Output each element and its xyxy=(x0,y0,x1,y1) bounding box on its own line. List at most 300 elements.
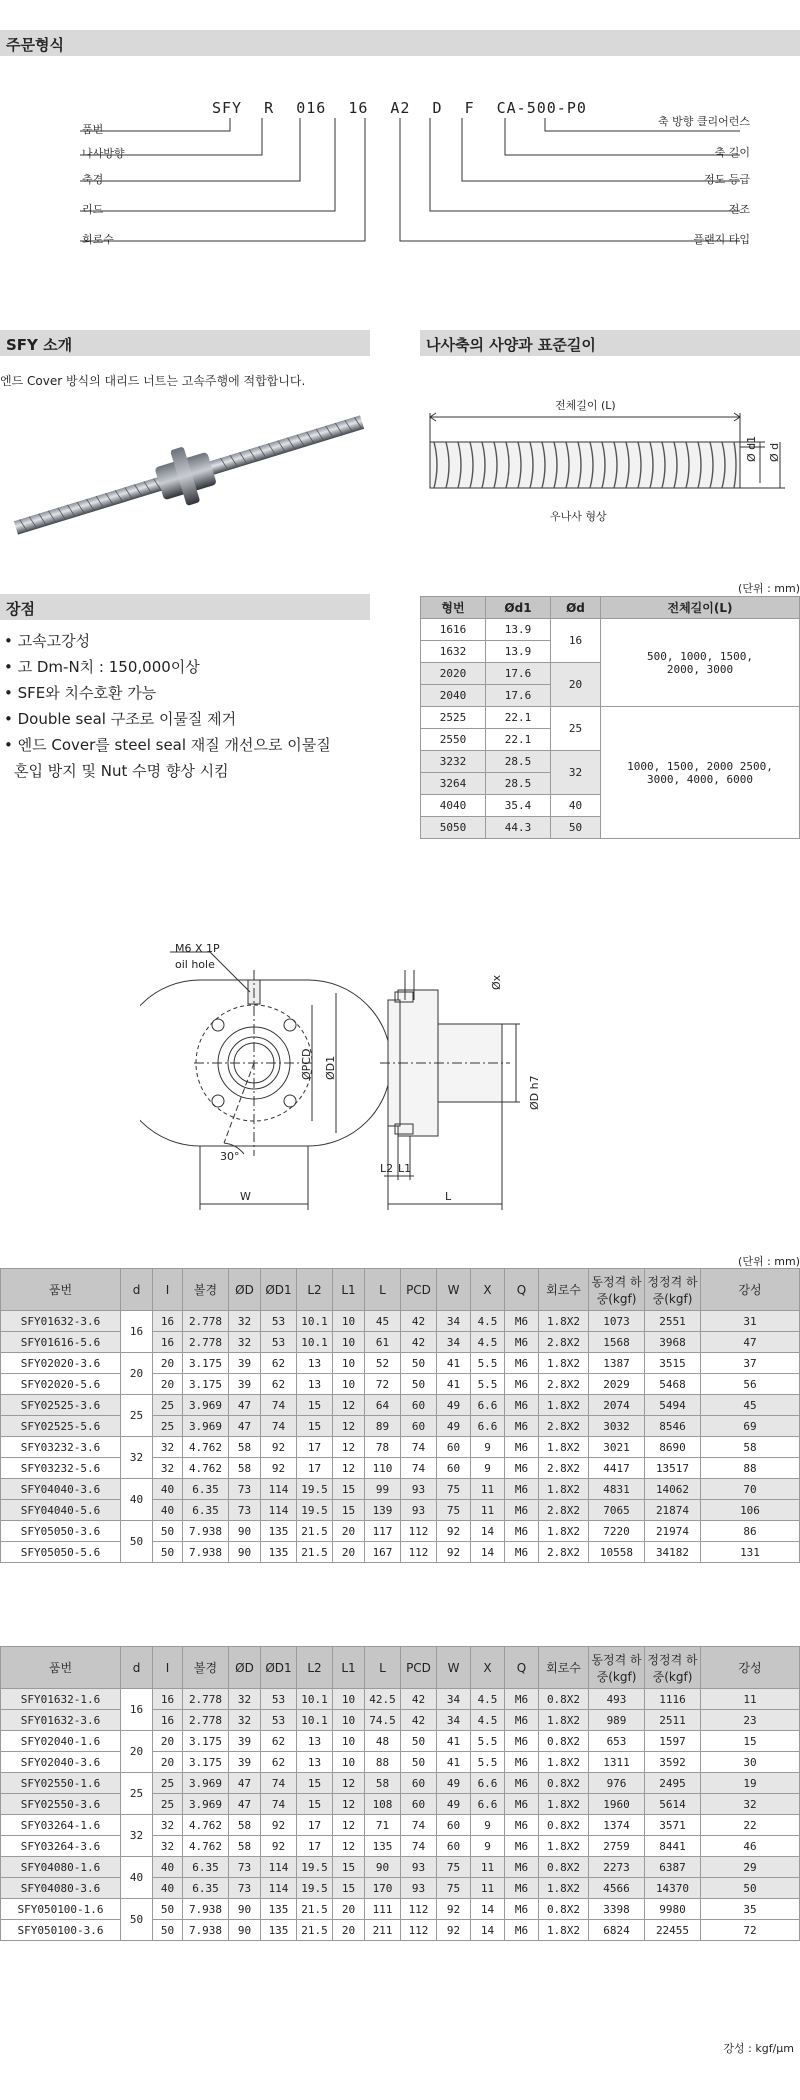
table-cell: 3021 xyxy=(589,1437,645,1458)
table-row xyxy=(1,1773,800,1794)
table-cell: 1.8X2 xyxy=(539,1752,589,1773)
table-cell: 1597 xyxy=(645,1731,701,1752)
table-cell: 73 xyxy=(229,1878,261,1899)
cell-part-no: SFY02040-3.6 xyxy=(1,1752,121,1773)
table-cell: 111 xyxy=(365,1899,401,1920)
table-cell: 135 xyxy=(261,1542,297,1563)
table-cell: 64 xyxy=(365,1395,401,1416)
table-cell: 7220 xyxy=(589,1521,645,1542)
table-row xyxy=(1,1731,800,1752)
table-cell: M6 xyxy=(505,1857,539,1878)
cell-lead: 50 xyxy=(153,1899,183,1920)
col-ball: 볼경 xyxy=(183,1269,229,1311)
table-cell: 10.1 xyxy=(297,1710,333,1731)
table-cell: 11 xyxy=(701,1689,800,1710)
table-cell: 6387 xyxy=(645,1857,701,1878)
table-cell: M6 xyxy=(505,1542,539,1563)
screw-row-model: 2550 xyxy=(421,729,486,751)
table-cell: 3968 xyxy=(645,1332,701,1353)
table-cell: 50 xyxy=(401,1731,437,1752)
table-cell: 493 xyxy=(589,1689,645,1710)
table-cell: 60 xyxy=(437,1437,471,1458)
table-cell: 92 xyxy=(437,1521,471,1542)
table-cell: 90 xyxy=(229,1521,261,1542)
table1-body xyxy=(1,1311,800,1563)
table-cell: 14 xyxy=(471,1920,505,1941)
table-row xyxy=(1,1395,800,1416)
table-cell: 135 xyxy=(261,1521,297,1542)
cell-lead: 25 xyxy=(153,1794,183,1815)
table-cell: 3.969 xyxy=(183,1395,229,1416)
table-cell: 135 xyxy=(365,1836,401,1857)
table-cell: 20 xyxy=(333,1920,365,1941)
table-cell: 72 xyxy=(365,1374,401,1395)
cell-d: 40 xyxy=(121,1857,153,1899)
table-cell: 93 xyxy=(401,1878,437,1899)
cell-lead: 40 xyxy=(153,1479,183,1500)
table-cell: 5.5 xyxy=(471,1353,505,1374)
code-flange: D xyxy=(432,99,443,117)
table-cell: 1.8X2 xyxy=(539,1353,589,1374)
table-cell: 10 xyxy=(333,1374,365,1395)
table-cell: 7.938 xyxy=(183,1542,229,1563)
table-cell: 9 xyxy=(471,1836,505,1857)
features-title xyxy=(0,594,370,620)
screw-spec-title xyxy=(420,330,800,356)
table-cell: 1.8X2 xyxy=(539,1878,589,1899)
table-cell: 2551 xyxy=(645,1311,701,1332)
cell-lead: 32 xyxy=(153,1836,183,1857)
table-cell: 10.1 xyxy=(297,1311,333,1332)
cell-part-no: SFY03232-3.6 xyxy=(1,1437,121,1458)
screw-shaft-drawing xyxy=(420,405,800,515)
table-cell: 117 xyxy=(365,1521,401,1542)
code-direction: R xyxy=(264,99,275,117)
screw-row-d1: 17.6 xyxy=(486,685,551,707)
table-cell: 34 xyxy=(437,1689,471,1710)
screw-spec-title-text: 나사축의 사양과 표준길이 xyxy=(426,336,596,354)
table-cell: 10 xyxy=(333,1752,365,1773)
cell-lead: 40 xyxy=(153,1878,183,1899)
cell-d: 16 xyxy=(121,1311,153,1353)
table-cell: 48 xyxy=(365,1731,401,1752)
nut-spec-table-2 xyxy=(0,1646,800,1941)
table-cell: 10 xyxy=(333,1689,365,1710)
table-cell: 1.8X2 xyxy=(539,1920,589,1941)
table-cell: 89 xyxy=(365,1416,401,1437)
feature-item: • Double seal 구조로 이물질 제거 xyxy=(4,710,237,728)
screw-row-d1: 44.3 xyxy=(486,817,551,839)
table-cell: 19.5 xyxy=(297,1878,333,1899)
table-cell: 22 xyxy=(701,1815,800,1836)
table-cell: 3.969 xyxy=(183,1794,229,1815)
table-cell: M6 xyxy=(505,1311,539,1332)
cell-lead: 50 xyxy=(153,1542,183,1563)
cell-lead: 20 xyxy=(153,1374,183,1395)
table-cell: 4417 xyxy=(589,1458,645,1479)
table-cell: M6 xyxy=(505,1437,539,1458)
table-cell: 90 xyxy=(229,1899,261,1920)
table-cell: 73 xyxy=(229,1857,261,1878)
order-title-text: 주문형식 xyxy=(6,36,64,54)
table-cell: 3398 xyxy=(589,1899,645,1920)
table-cell: 20 xyxy=(333,1542,365,1563)
table-cell: M6 xyxy=(505,1416,539,1437)
cell-d: 20 xyxy=(121,1731,153,1773)
table-cell: 9 xyxy=(471,1458,505,1479)
screw-row-d: 20 xyxy=(551,663,601,707)
table-cell: 19.5 xyxy=(297,1857,333,1878)
cell-d: 16 xyxy=(121,1689,153,1731)
table-cell: 0.8X2 xyxy=(539,1899,589,1920)
table-cell: 17 xyxy=(297,1458,333,1479)
screw-row-model: 2020 xyxy=(421,663,486,685)
cell-part-no: SFY02525-5.6 xyxy=(1,1416,121,1437)
table-cell: M6 xyxy=(505,1479,539,1500)
table-cell: 29 xyxy=(701,1857,800,1878)
table-cell: 15 xyxy=(333,1857,365,1878)
cell-d: 20 xyxy=(121,1353,153,1395)
screw-col-length: 전체길이(L) xyxy=(601,597,800,619)
table-cell: 3.969 xyxy=(183,1773,229,1794)
drawing-angle-label: 30° xyxy=(220,1150,240,1163)
col-lead: I xyxy=(153,1269,183,1311)
table-cell: 56 xyxy=(701,1374,800,1395)
cell-part-no: SFY02040-1.6 xyxy=(1,1731,121,1752)
table-cell: 12 xyxy=(333,1458,365,1479)
col-static-load: 정정격 하중(kgf) xyxy=(645,1647,701,1689)
col-stiffness: 강성 xyxy=(701,1269,800,1311)
table-row xyxy=(1,1920,800,1941)
table-cell: M6 xyxy=(505,1374,539,1395)
screw-row-d: 25 xyxy=(551,707,601,751)
drawing-dh7-label: ØD h7 xyxy=(528,1075,541,1110)
table-cell: 11 xyxy=(471,1857,505,1878)
code-shaft: 016 xyxy=(296,99,327,117)
table-cell: 1073 xyxy=(589,1311,645,1332)
table-cell: 93 xyxy=(401,1479,437,1500)
table-cell: 3.175 xyxy=(183,1731,229,1752)
table-cell: 34 xyxy=(437,1332,471,1353)
col-static-load: 정정격 하중(kgf) xyxy=(645,1269,701,1311)
table-cell: 60 xyxy=(401,1416,437,1437)
table-cell: 2511 xyxy=(645,1710,701,1731)
table-cell: 6.35 xyxy=(183,1500,229,1521)
table-cell: 1.8X2 xyxy=(539,1395,589,1416)
table-cell: 88 xyxy=(701,1458,800,1479)
cell-lead: 20 xyxy=(153,1353,183,1374)
table-cell: 139 xyxy=(365,1500,401,1521)
cell-lead: 25 xyxy=(153,1395,183,1416)
col-l2: L2 xyxy=(297,1647,333,1689)
table-cell: 53 xyxy=(261,1311,297,1332)
table-cell: 653 xyxy=(589,1731,645,1752)
table-cell: 0.8X2 xyxy=(539,1689,589,1710)
cell-part-no: SFY050100-1.6 xyxy=(1,1899,121,1920)
screw-row-d: 16 xyxy=(551,619,601,663)
table-cell: 58 xyxy=(229,1437,261,1458)
col-circuits: 회로수 xyxy=(539,1269,589,1311)
screw-total-length-label: 전체길이 (L) xyxy=(555,399,616,412)
table-cell: 41 xyxy=(437,1731,471,1752)
table-cell: 50 xyxy=(701,1878,800,1899)
nut-spec-table-1 xyxy=(0,1268,800,1563)
table-cell: 99 xyxy=(365,1479,401,1500)
screw-row-d1: 22.1 xyxy=(486,729,551,751)
table-cell: 17 xyxy=(297,1836,333,1857)
table-cell: 34 xyxy=(437,1311,471,1332)
table-cell: 7.938 xyxy=(183,1521,229,1542)
table-cell: M6 xyxy=(505,1458,539,1479)
screw-row-d1: 28.5 xyxy=(486,773,551,795)
table-cell: 1.8X2 xyxy=(539,1311,589,1332)
cell-d: 50 xyxy=(121,1899,153,1941)
table-cell: 49 xyxy=(437,1416,471,1437)
table-cell: 53 xyxy=(261,1710,297,1731)
ball-screw-photo xyxy=(8,410,370,540)
col-od: ØD xyxy=(229,1647,261,1689)
table-cell: M6 xyxy=(505,1815,539,1836)
table-cell: 62 xyxy=(261,1752,297,1773)
table-cell: 41 xyxy=(437,1374,471,1395)
table-cell: 8690 xyxy=(645,1437,701,1458)
cell-part-no: SFY03264-3.6 xyxy=(1,1836,121,1857)
code-lead: 16 xyxy=(348,99,369,117)
table-cell: 60 xyxy=(437,1458,471,1479)
screw-caption: 우나사 형상 xyxy=(550,510,607,523)
table-cell: 10558 xyxy=(589,1542,645,1563)
table-cell: 19.5 xyxy=(297,1479,333,1500)
table-cell: M6 xyxy=(505,1395,539,1416)
table-cell: 13 xyxy=(297,1353,333,1374)
table-cell: 4.5 xyxy=(471,1332,505,1353)
table-cell: 93 xyxy=(401,1857,437,1878)
table-cell: 58 xyxy=(229,1815,261,1836)
table-cell: 60 xyxy=(401,1773,437,1794)
screw-row-d: 32 xyxy=(551,751,601,795)
table-cell: 5.5 xyxy=(471,1752,505,1773)
col-l1: L1 xyxy=(333,1647,365,1689)
table-cell: 15 xyxy=(333,1479,365,1500)
order-label-part: 품번 xyxy=(82,123,104,136)
col-ball: 볼경 xyxy=(183,1647,229,1689)
screw-row-d1: 35.4 xyxy=(486,795,551,817)
table-cell: 114 xyxy=(261,1479,297,1500)
table2-footnote: 강성 : kgf/μm xyxy=(723,2042,794,2055)
table-cell: 8546 xyxy=(645,1416,701,1437)
drawing-m6-label: M6 X 1P xyxy=(175,942,220,955)
table-cell: 2759 xyxy=(589,1836,645,1857)
table-cell: 46 xyxy=(701,1836,800,1857)
screw-row-model: 1632 xyxy=(421,641,486,663)
table-cell: 1.8X2 xyxy=(539,1836,589,1857)
table-cell: 39 xyxy=(229,1353,261,1374)
col-part-no: 품번 xyxy=(1,1647,121,1689)
table-cell: 6.35 xyxy=(183,1479,229,1500)
table-cell: 6.35 xyxy=(183,1878,229,1899)
cell-d: 25 xyxy=(121,1395,153,1437)
table-cell: 14 xyxy=(471,1521,505,1542)
table-cell: 10 xyxy=(333,1710,365,1731)
table-cell: 131 xyxy=(701,1542,800,1563)
table-cell: 4.5 xyxy=(471,1710,505,1731)
table-cell: 92 xyxy=(261,1836,297,1857)
table-cell: 47 xyxy=(701,1332,800,1353)
cell-part-no: SFY02525-3.6 xyxy=(1,1395,121,1416)
cell-lead: 16 xyxy=(153,1311,183,1332)
screw-row-model: 2040 xyxy=(421,685,486,707)
table-cell: 21974 xyxy=(645,1521,701,1542)
screw-row-model: 5050 xyxy=(421,817,486,839)
table-cell: 110 xyxy=(365,1458,401,1479)
cell-lead: 32 xyxy=(153,1437,183,1458)
col-w: W xyxy=(437,1269,471,1311)
col-pcd: PCD xyxy=(401,1269,437,1311)
cell-part-no: SFY01616-5.6 xyxy=(1,1332,121,1353)
table-cell: 17 xyxy=(297,1815,333,1836)
screw-row-d: 50 xyxy=(551,817,601,839)
table-cell: 135 xyxy=(261,1920,297,1941)
table-cell: 14370 xyxy=(645,1878,701,1899)
table-cell: 31 xyxy=(701,1311,800,1332)
table-cell: 74 xyxy=(401,1458,437,1479)
table-cell: 23 xyxy=(701,1710,800,1731)
table1-unit: (단위 : mm) xyxy=(738,1255,800,1268)
table-cell: 1.8X2 xyxy=(539,1521,589,1542)
table-row xyxy=(1,1878,800,1899)
table-cell: 62 xyxy=(261,1353,297,1374)
table-cell: 75 xyxy=(437,1500,471,1521)
col-dynamic-load: 동정격 하중(kgf) xyxy=(589,1647,645,1689)
table-cell: 47 xyxy=(229,1773,261,1794)
cell-part-no: SFY03232-5.6 xyxy=(1,1458,121,1479)
table-cell: 0.8X2 xyxy=(539,1857,589,1878)
order-label-flange: 플랜지 타입 xyxy=(693,233,750,246)
table-cell: 1374 xyxy=(589,1815,645,1836)
table-row xyxy=(1,1353,800,1374)
table-cell: 69 xyxy=(701,1416,800,1437)
table-cell: 3.175 xyxy=(183,1374,229,1395)
order-label-length: 축 길이 xyxy=(714,146,750,159)
col-lead: I xyxy=(153,1647,183,1689)
table-cell: 1.8X2 xyxy=(539,1794,589,1815)
table-row xyxy=(1,1332,800,1353)
table-cell: 72 xyxy=(701,1920,800,1941)
table-cell: 13 xyxy=(297,1731,333,1752)
order-title xyxy=(0,30,800,56)
cell-d: 32 xyxy=(121,1437,153,1479)
table-cell: 92 xyxy=(261,1458,297,1479)
table-cell: 21.5 xyxy=(297,1920,333,1941)
table-cell: 5.5 xyxy=(471,1374,505,1395)
screw-row-d1: 22.1 xyxy=(486,707,551,729)
table-cell: 2.8X2 xyxy=(539,1500,589,1521)
table-row xyxy=(1,1374,800,1395)
screw-d-label: Ø d xyxy=(768,442,781,462)
table-cell: 2273 xyxy=(589,1857,645,1878)
table-cell: 6.6 xyxy=(471,1794,505,1815)
table-cell: 75 xyxy=(437,1857,471,1878)
cell-part-no: SFY01632-1.6 xyxy=(1,1689,121,1710)
features-list xyxy=(4,628,331,784)
table-cell: 3515 xyxy=(645,1353,701,1374)
table-cell: 21.5 xyxy=(297,1521,333,1542)
table-row xyxy=(1,1311,800,1332)
table-cell: 10.1 xyxy=(297,1689,333,1710)
table-cell: 62 xyxy=(261,1731,297,1752)
table-row xyxy=(1,1836,800,1857)
col-q: Q xyxy=(505,1647,539,1689)
table-cell: 61 xyxy=(365,1332,401,1353)
table-cell: 6.6 xyxy=(471,1395,505,1416)
code-grade-length-clearance: CA-500-P0 xyxy=(496,99,587,117)
table-cell: 50 xyxy=(401,1752,437,1773)
table-cell: 6.6 xyxy=(471,1416,505,1437)
table-cell: 976 xyxy=(589,1773,645,1794)
cell-lead: 16 xyxy=(153,1689,183,1710)
table-cell: 41 xyxy=(437,1752,471,1773)
table-cell: 10.1 xyxy=(297,1332,333,1353)
table-cell: 92 xyxy=(437,1920,471,1941)
cell-d: 40 xyxy=(121,1479,153,1521)
table-cell: 135 xyxy=(261,1899,297,1920)
table-row xyxy=(1,1815,800,1836)
table-cell: 2.8X2 xyxy=(539,1542,589,1563)
table-cell: 12 xyxy=(333,1815,365,1836)
table-cell: 10 xyxy=(333,1332,365,1353)
cell-lead: 40 xyxy=(153,1857,183,1878)
table-row xyxy=(1,1857,800,1878)
intro-text: 엔드 Cover 방식의 대리드 너트는 고속주행에 적합합니다. xyxy=(0,374,306,388)
table-cell: 2.8X2 xyxy=(539,1458,589,1479)
drawing-l1-label: L1 xyxy=(398,1162,412,1175)
feature-item: • 고속고강성 xyxy=(4,632,91,650)
order-label-rolled: 전조 xyxy=(728,203,750,216)
table-cell: 211 xyxy=(365,1920,401,1941)
table-cell: 0.8X2 xyxy=(539,1773,589,1794)
col-od1: ØD1 xyxy=(261,1647,297,1689)
table-cell: 74 xyxy=(261,1395,297,1416)
table-cell: M6 xyxy=(505,1332,539,1353)
feature-item: 혼입 방지 및 Nut 수명 향상 시킴 xyxy=(14,762,229,780)
table-cell: 58 xyxy=(229,1836,261,1857)
table-cell: 45 xyxy=(365,1311,401,1332)
screw-row-model: 4040 xyxy=(421,795,486,817)
table-cell: 32 xyxy=(229,1332,261,1353)
table-cell: 75 xyxy=(437,1479,471,1500)
col-dynamic-load: 동정격 하중(kgf) xyxy=(589,1269,645,1311)
table-cell: 15 xyxy=(701,1731,800,1752)
table-cell: 170 xyxy=(365,1878,401,1899)
table-cell: 70 xyxy=(701,1479,800,1500)
table2-body xyxy=(1,1689,800,1941)
table-cell: 22455 xyxy=(645,1920,701,1941)
table-cell: 32 xyxy=(229,1689,261,1710)
table-row xyxy=(1,1899,800,1920)
col-l: L xyxy=(365,1269,401,1311)
table-cell: 58 xyxy=(365,1773,401,1794)
table-cell: 1116 xyxy=(645,1689,701,1710)
cell-d: 50 xyxy=(121,1521,153,1563)
cell-part-no: SFY02550-1.6 xyxy=(1,1773,121,1794)
cell-lead: 16 xyxy=(153,1710,183,1731)
table-cell: 3592 xyxy=(645,1752,701,1773)
table-cell: 167 xyxy=(365,1542,401,1563)
cell-part-no: SFY04040-3.6 xyxy=(1,1479,121,1500)
col-circuits: 회로수 xyxy=(539,1647,589,1689)
col-q: Q xyxy=(505,1269,539,1311)
intro-title-text: SFY 소개 xyxy=(6,336,73,354)
